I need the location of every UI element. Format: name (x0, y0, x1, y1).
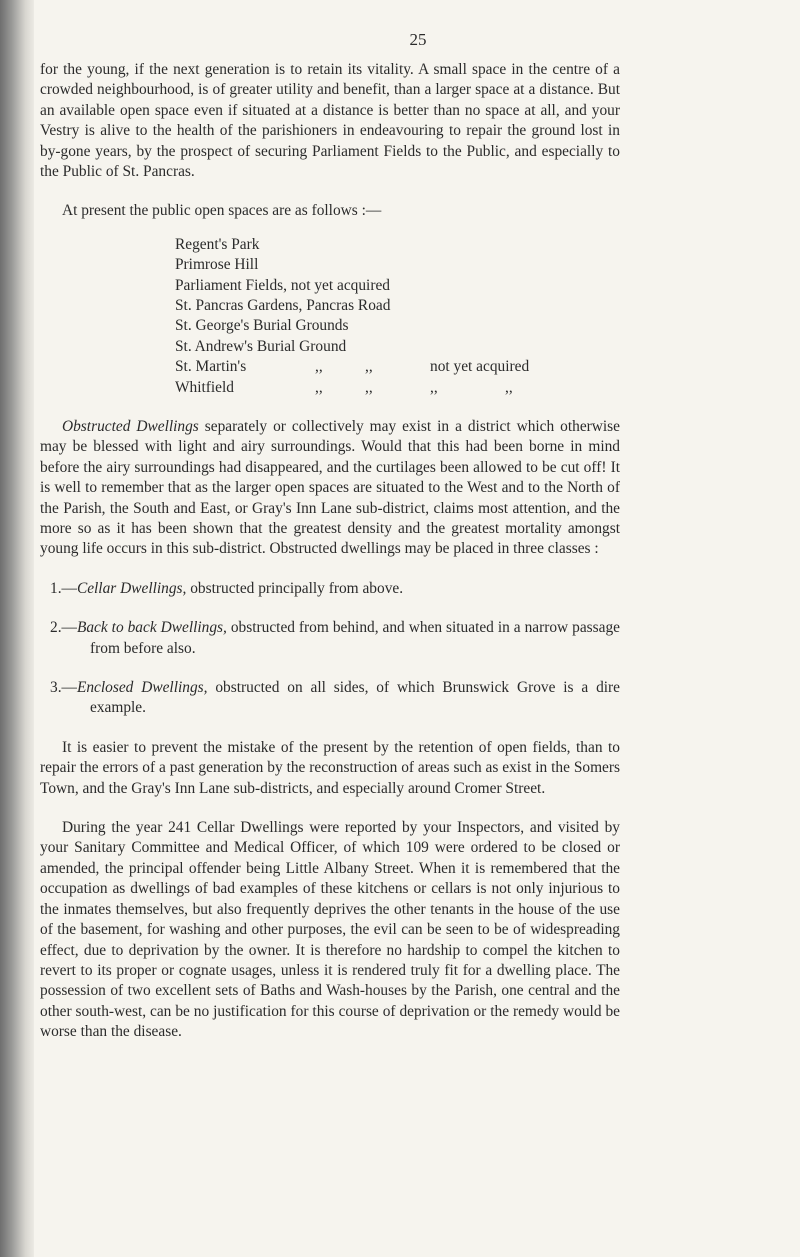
paragraph-open-spaces-benefit: for the young, if the next generation is to retain its vitality. A small space in the centre of a crowded neighbourhood, is of greater utility and benefit, than a larger space at a distance. But an available open space even if situated at a distance is better than no space at all, and your Vestry is alive to the health of the parishioners in endeavouring to repair the ground lost in by-gone years, by the prospect of securing Parliament Fields to the Public, and especially to the Public of St. Pancras. (40, 61, 620, 181)
ditto-mark: ,, (430, 378, 438, 396)
obstructed-dwellings-term: Obstructed Dwellings (62, 417, 199, 435)
ditto-mark: ,, (365, 378, 373, 396)
list-item: St. George's Burial Grounds (175, 317, 349, 335)
list-item: Parliament Fields, not yet acquired (175, 276, 390, 294)
class-item-cellar: 1.—Cellar Dwellings, obstructed principally from above. (50, 579, 404, 597)
list-item: St. Pancras Gardens, Pancras Road (175, 297, 391, 315)
ditto-mark: ,, (315, 358, 323, 376)
ditto-mark: ,, (365, 358, 373, 376)
list-item: St. Andrew's Burial Ground (175, 337, 347, 355)
list-item: Whitfield ,, ,, ,, ,, (175, 378, 620, 398)
open-spaces-list (40, 235, 620, 398)
list-item: St. Martin's ,, ,, not yet acquired (175, 357, 620, 377)
list-item: Primrose Hill (175, 256, 259, 274)
list-item: Regent's Park (175, 235, 260, 253)
page-number: 25 (409, 30, 427, 49)
acquisition-note: not yet acquired (430, 358, 530, 376)
paragraph-obstructed-dwellings: Obstructed Dwellings separately or collectively may exist in a district which otherwise may be blessed with light and airy surroundings. Would that this had been borne in mind before the airy surroundings had disappeared, and the curtilages been allowed to be cut off! It is well to remember that as the larger open spaces are situated to the West and to the North of the Parish, the South and East, or Gray's Inn Lane sub-district, claims most attention, and the more so as it has been shown that the greatest density and the greatest mortality amongst young life occurs in this sub-district. Obstructed dwellings may be placed in three classes : (40, 417, 620, 558)
paragraph-cellar-dwellings-report: During the year 241 Cellar Dwellings were reported by your Inspectors, and visited by your Sanitary Committee and Medical Officer, of which 109 were ordered to be closed or amended, the principal offender being Little Albany Street. When it is remembered that the occupation as dwellings of bad examples of these kitchens or cellars is not only injurious to the inmates themselves, but also frequently deprives the other tenants in the house of the use of the basement, for washing and other purposes, the evil can be seen to be of widespreading effect, due to deprivation by the owner. It is therefore no hardship to compel the kitchen to revert to its proper or cognate usages, unless it is rendered truly fit for a dwelling place. The possession of two excellent sets of Baths and Wash-houses by the Parish, one central and the other south-west, can be no justification for this course of deprivation or the remedy would be worse than the disease. (40, 819, 620, 1041)
open-spaces-intro: At present the public open spaces are as follows :— (62, 202, 382, 220)
page-body (40, 60, 620, 1043)
ditto-mark: ,, (315, 378, 323, 396)
paragraph-prevention: It is easier to prevent the mistake of the present by the retention of open fields, than to repair the errors of a past generation by the reconstruction of areas such as exist in the Somers Town, and the Gray's Inn Lane sub-districts, and especially around Cromer Street. (40, 738, 620, 797)
class-item-enclosed: 3.—Enclosed Dwellings, obstructed on all sides, of which Brunswick Grove is a dire example. (50, 679, 620, 717)
book-spine-shadow (0, 0, 34, 1257)
document-page (36, 0, 800, 1257)
ditto-mark: ,, (505, 378, 513, 396)
class-item-back-to-back: 2.—Back to back Dwellings, obstructed from behind, and when situated in a narrow passage from before also. (50, 619, 621, 657)
